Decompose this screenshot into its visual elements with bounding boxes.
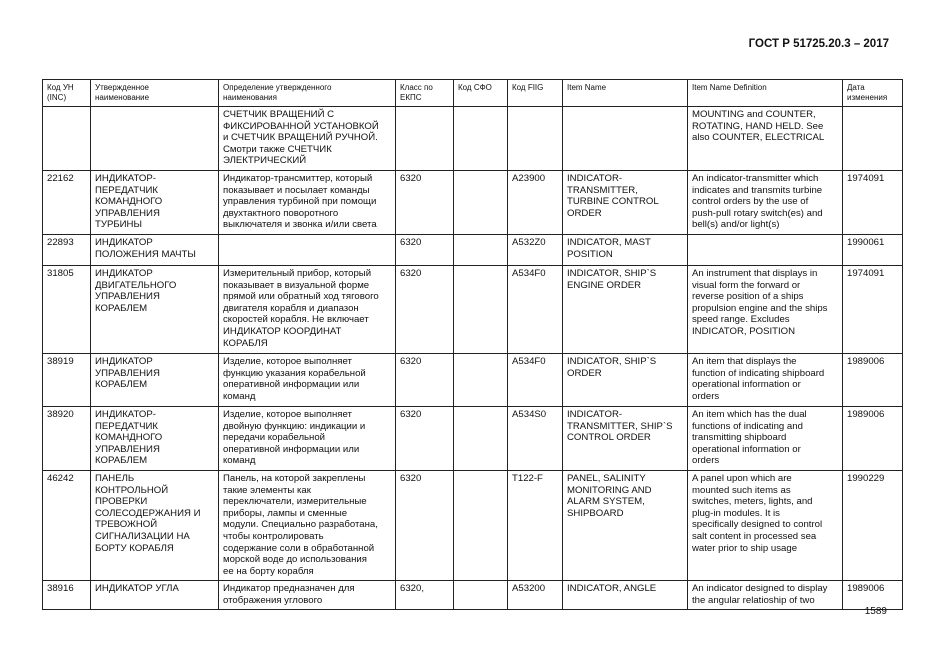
cell-sfo-code — [454, 581, 508, 610]
cell-ekps-class: 6320 — [396, 170, 454, 234]
cell-item-name-definition: An item that displays the function of indicating shipboard operational information or orders — [688, 353, 843, 406]
cell-inc: 38916 — [43, 581, 91, 610]
cell-item-name-definition: An item which has the dual functions of indicating and transmitting shipboard operational information or orders — [688, 406, 843, 470]
cell-change-date: 1989006 — [843, 581, 903, 610]
cell-definition: Индикатор предназначен для отображения углового — [219, 581, 396, 610]
cell-definition: Индикатор-трансмиттер, который показывает и посылает команды управления турбиной при помощи двухтактного поворотного выключателя и звонка и/или света — [219, 170, 396, 234]
cell-approved-name: ИНДИКАТОР ДВИГАТЕЛЬНОГО УПРАВЛЕНИЯ КОРАБЛЕМ — [91, 265, 219, 353]
cell-fiig-code: A534F0 — [508, 265, 563, 353]
document-header: ГОСТ Р 51725.20.3 – 2017 — [748, 38, 889, 50]
cell-definition: Измерительный прибор, который показывает в визуальной форме прямой или обратный ход тягового двигателя корабля и диапазон скоростей корабля. Не включает ИНДИКАТОР КООРДИНАТ КОРАБЛЯ — [219, 265, 396, 353]
cell-item-name: INDICATOR- TRANSMITTER, SHIP`S CONTROL ORDER — [563, 406, 688, 470]
table-row — [43, 406, 903, 470]
cell-item-name-definition: MOUNTING and COUNTER, ROTATING, HAND HELD. See also COUNTER, ELECTRICAL — [688, 107, 843, 171]
cell-approved-name: ИНДИКАТОР- ПЕРЕДАТЧИК КОМАНДНОГО УПРАВЛЕНИЯ КОРАБЛЕМ — [91, 406, 219, 470]
col-header-item-name: Item Name — [563, 80, 688, 107]
col-header-definition: Определение утвержденного наименования — [219, 80, 396, 107]
cell-ekps-class: 6320 — [396, 353, 454, 406]
cell-fiig-code: A23900 — [508, 170, 563, 234]
cell-change-date: 1989006 — [843, 406, 903, 470]
cell-fiig-code: A53200 — [508, 581, 563, 610]
cell-approved-name — [91, 107, 219, 171]
cell-item-name: PANEL, SALINITY MONITORING AND ALARM SYSTEM, SHIPBOARD — [563, 470, 688, 580]
table-row — [43, 107, 903, 171]
cell-sfo-code — [454, 107, 508, 171]
cell-fiig-code: A534S0 — [508, 406, 563, 470]
cell-sfo-code — [454, 353, 508, 406]
cell-sfo-code — [454, 234, 508, 265]
cell-inc: 38920 — [43, 406, 91, 470]
cell-approved-name: ИНДИКАТОР ПОЛОЖЕНИЯ МАЧТЫ — [91, 234, 219, 265]
cell-item-name-definition: A panel upon which are mounted such items as switches, meters, lights, and plug-in modules. It is specifically designed to control salt content in processed sea water prior to ship usage — [688, 470, 843, 580]
gost-table — [42, 79, 903, 610]
cell-inc: 22893 — [43, 234, 91, 265]
cell-item-name: INDICATOR, MAST POSITION — [563, 234, 688, 265]
cell-item-name: INDICATOR- TRANSMITTER, TURBINE CONTROL ORDER — [563, 170, 688, 234]
cell-definition — [219, 234, 396, 265]
cell-change-date: 1974091 — [843, 170, 903, 234]
cell-item-name: INDICATOR, SHIP`S ENGINE ORDER — [563, 265, 688, 353]
table-row — [43, 470, 903, 580]
cell-approved-name: ИНДИКАТОР- ПЕРЕДАТЧИК КОМАНДНОГО УПРАВЛЕНИЯ ТУРБИНЫ — [91, 170, 219, 234]
cell-item-name-definition — [688, 234, 843, 265]
table-header-row — [43, 80, 903, 107]
cell-approved-name: ПАНЕЛЬ КОНТРОЛЬНОЙ ПРОВЕРКИ СОЛЕСОДЕРЖАНИЯ И ТРЕВОЖНОЙ СИГНАЛИЗАЦИИ НА БОРТУ КОРАБЛЯ — [91, 470, 219, 580]
cell-change-date: 1990061 — [843, 234, 903, 265]
cell-definition: Изделие, которое выполняет двойную функцию: индикации и передачи корабельной оперативной информации или команд — [219, 406, 396, 470]
cell-fiig-code: T122-F — [508, 470, 563, 580]
table-row — [43, 265, 903, 353]
cell-inc: 46242 — [43, 470, 91, 580]
cell-change-date: 1989006 — [843, 353, 903, 406]
cell-sfo-code — [454, 470, 508, 580]
col-header-item-name-definition: Item Name Definition — [688, 80, 843, 107]
col-header-ekps-class: Класс по ЕКПС — [396, 80, 454, 107]
cell-ekps-class: 6320, — [396, 581, 454, 610]
cell-change-date: 1974091 — [843, 265, 903, 353]
cell-definition: Изделие, которое выполняет функцию указания корабельной оперативной информации или команд — [219, 353, 396, 406]
cell-ekps-class — [396, 107, 454, 171]
cell-item-name — [563, 107, 688, 171]
col-header-change-date: Дата изменения — [843, 80, 903, 107]
cell-sfo-code — [454, 265, 508, 353]
cell-definition: СЧЕТЧИК ВРАЩЕНИЙ С ФИКСИРОВАННОЙ УСТАНОВКОЙ и СЧЕТЧИК ВРАЩЕНИЙ РУЧНОЙ. Смотри также СЧЕТЧИК ЭЛЕКТРИЧЕСКИЙ — [219, 107, 396, 171]
cell-sfo-code — [454, 406, 508, 470]
cell-item-name-definition: An indicator designed to display the angular relatioship of two — [688, 581, 843, 610]
cell-ekps-class: 6320 — [396, 265, 454, 353]
col-header-approved-name: Утвержденное наименование — [91, 80, 219, 107]
cell-approved-name: ИНДИКАТОР УГЛА — [91, 581, 219, 610]
page-number: 1589 — [864, 606, 887, 617]
cell-change-date — [843, 107, 903, 171]
cell-fiig-code — [508, 107, 563, 171]
table-row — [43, 353, 903, 406]
cell-approved-name: ИНДИКАТОР УПРАВЛЕНИЯ КОРАБЛЕМ — [91, 353, 219, 406]
cell-inc — [43, 107, 91, 171]
cell-item-name: INDICATOR, ANGLE — [563, 581, 688, 610]
cell-item-name: INDICATOR, SHIP`S ORDER — [563, 353, 688, 406]
cell-item-name-definition: An indicator-transmitter which indicates and transmits turbine control orders by the use of push-pull rotary switch(es) and bell(s) and/or light(s) — [688, 170, 843, 234]
cell-definition: Панель, на которой закреплены такие элементы как переключатели, измерительные приборы, лампы и сменные модули. Специально разработана, чтобы контролировать содержание соли в обработанной морской воде до использования ее на борту корабля — [219, 470, 396, 580]
cell-fiig-code: A534F0 — [508, 353, 563, 406]
table-row — [43, 234, 903, 265]
cell-ekps-class: 6320 — [396, 234, 454, 265]
table-row — [43, 581, 903, 610]
cell-item-name-definition: An instrument that displays in visual form the forward or reverse position of a ships propulsion engine and the ships speed range. Excludes INDICATOR, POSITION — [688, 265, 843, 353]
col-header-inc: Код УН (INC) — [43, 80, 91, 107]
cell-change-date: 1990229 — [843, 470, 903, 580]
cell-inc: 22162 — [43, 170, 91, 234]
cell-inc: 31805 — [43, 265, 91, 353]
cell-inc: 38919 — [43, 353, 91, 406]
col-header-sfo-code: Код СФО — [454, 80, 508, 107]
col-header-fiig-code: Код FIIG — [508, 80, 563, 107]
cell-ekps-class: 6320 — [396, 406, 454, 470]
cell-ekps-class: 6320 — [396, 470, 454, 580]
cell-fiig-code: A532Z0 — [508, 234, 563, 265]
table-row — [43, 170, 903, 234]
cell-sfo-code — [454, 170, 508, 234]
